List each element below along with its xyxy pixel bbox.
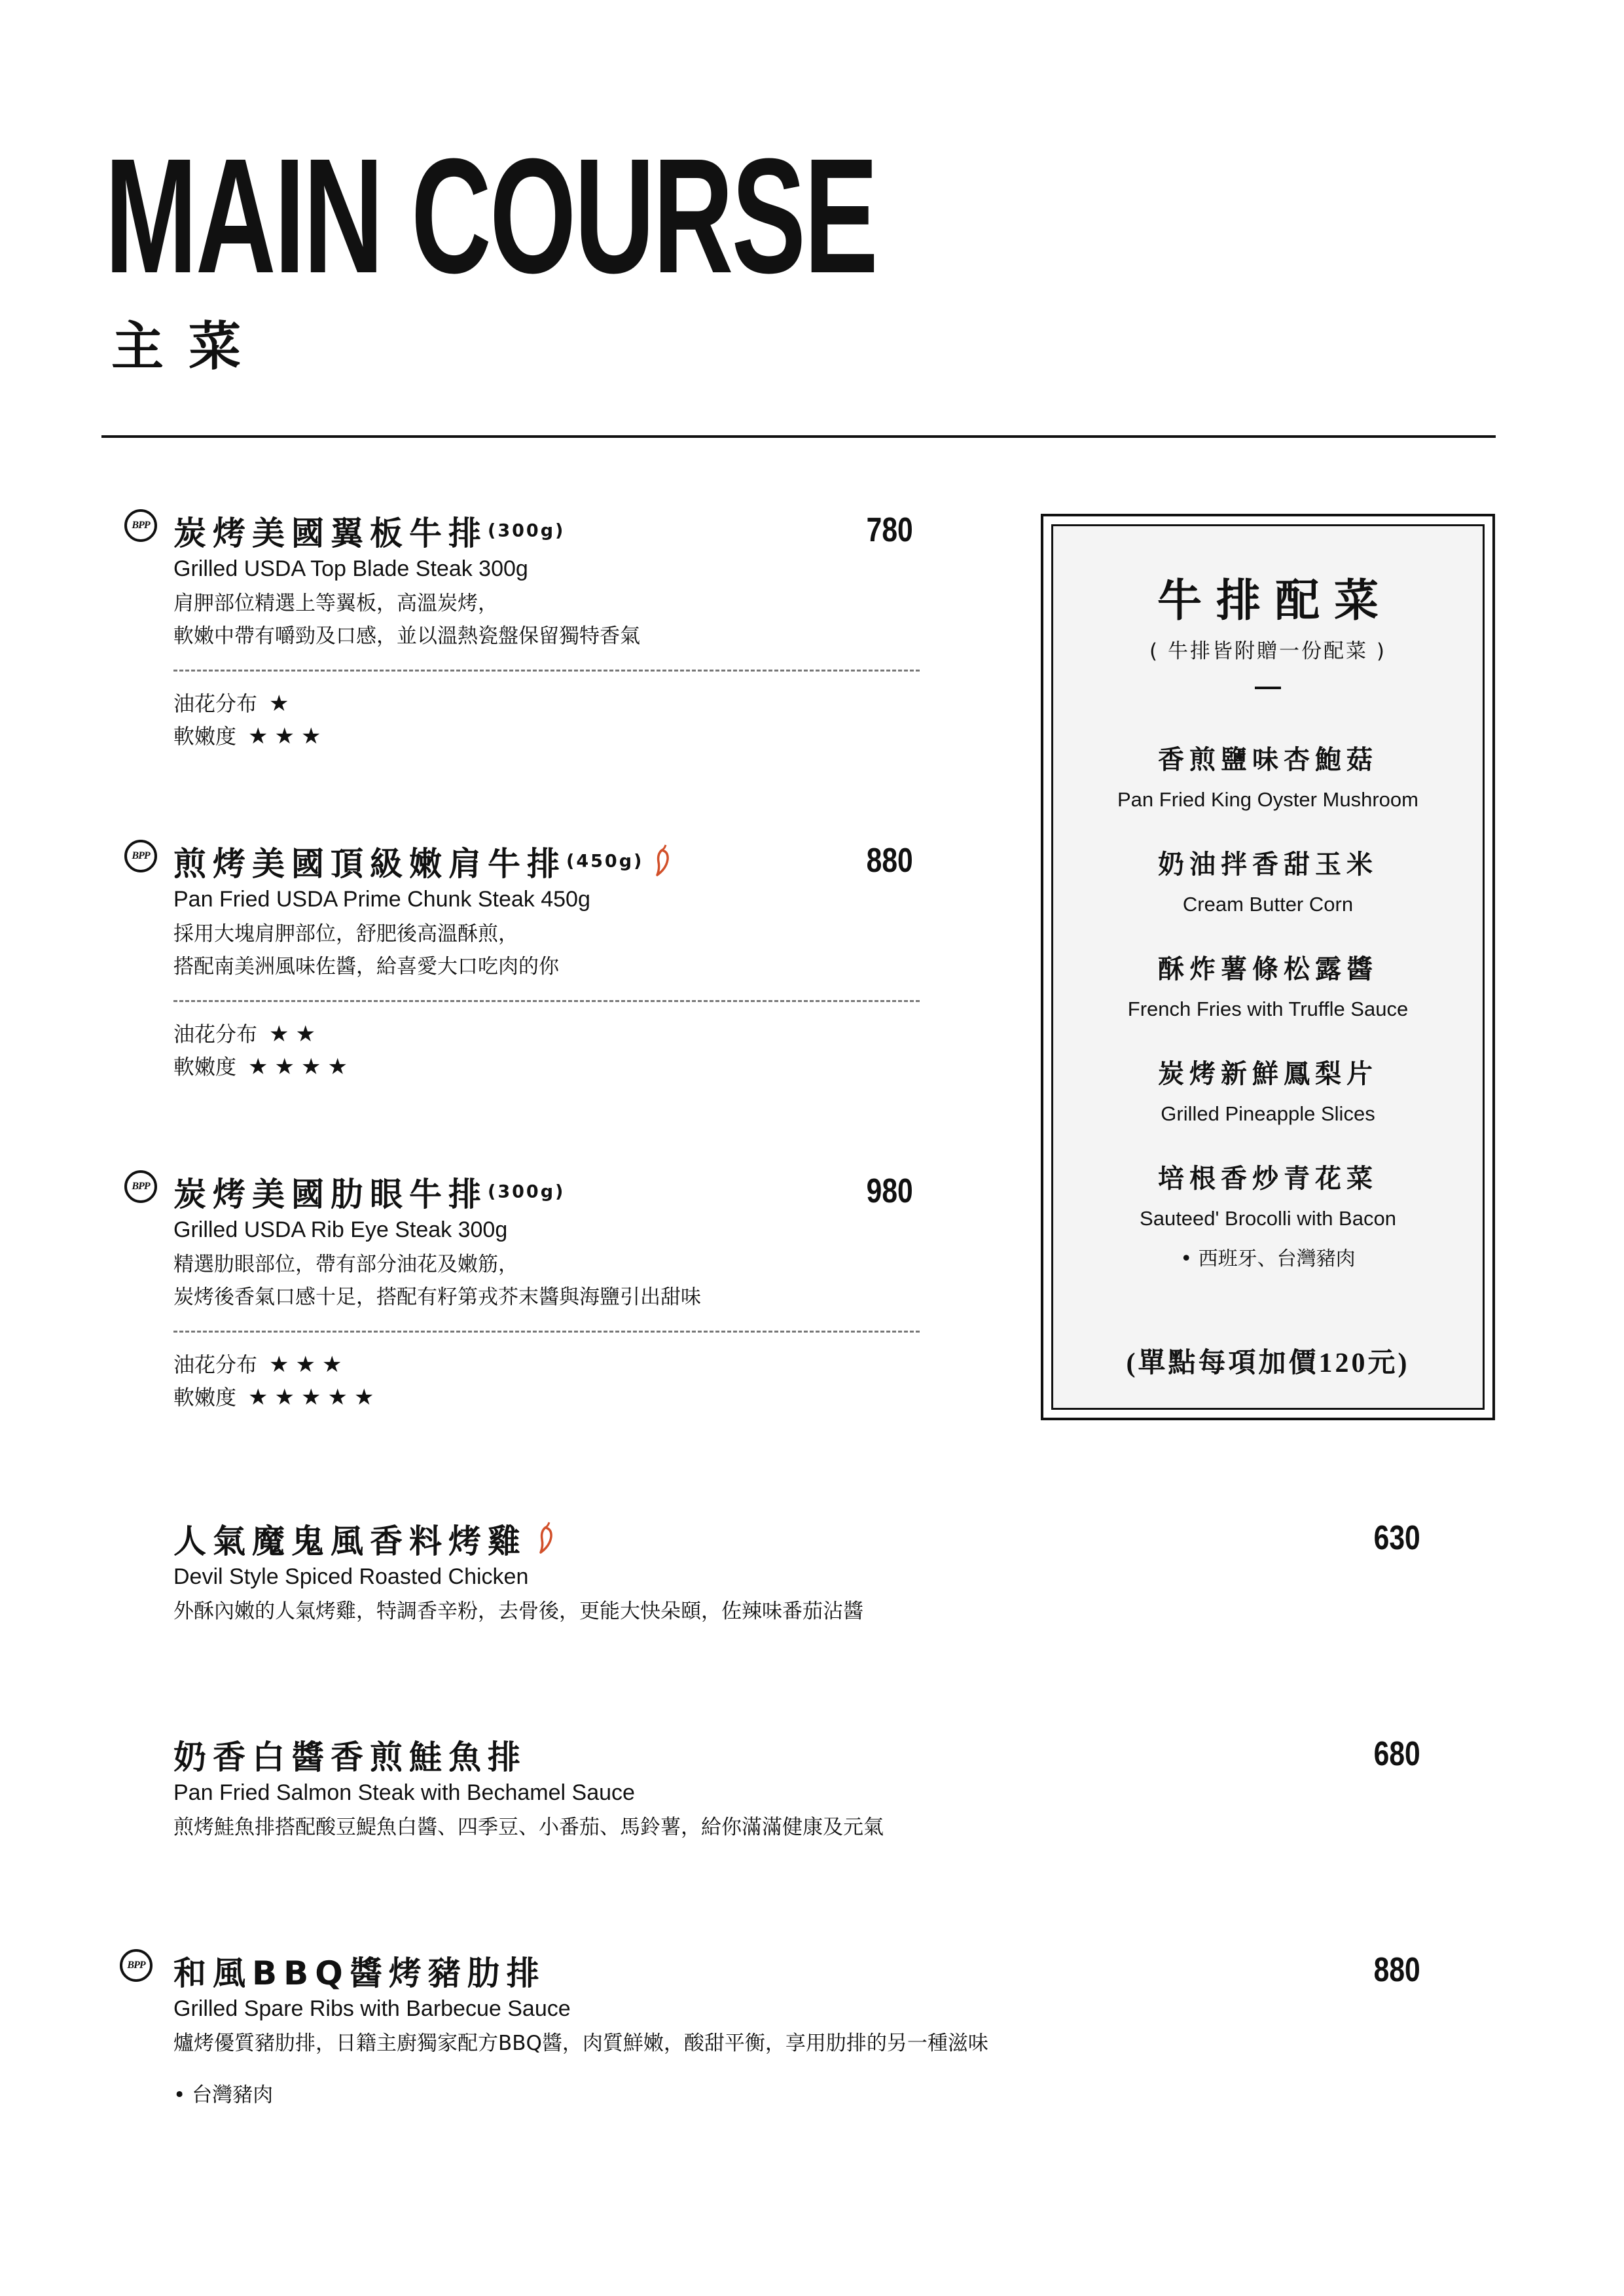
- menu-item-name-row: [173, 838, 674, 890]
- menu-item-size: (300g): [488, 520, 566, 541]
- side-dishes-panel: [1041, 514, 1495, 1420]
- marbling-rating: [173, 1018, 322, 1050]
- marbling-label: 油花分布: [173, 1352, 258, 1377]
- menu-item-name-row: [173, 507, 565, 560]
- side-dish-english-name: Pan Fried King Oyster Mushroom: [1117, 788, 1418, 811]
- page-subtitle: 主菜: [111, 316, 266, 377]
- side-dish-name: 培根香炒青花菜: [1158, 1164, 1378, 1194]
- chili-pepper-icon: [536, 1520, 557, 1558]
- star-icon: ★★★: [248, 723, 328, 749]
- menu-item-price: 680: [1373, 1735, 1420, 1773]
- menu-item-english-name: Grilled Spare Ribs with Barbecue Sauce: [173, 1996, 571, 2021]
- menu-item-name: 人氣魔鬼風香料烤雞: [173, 1522, 527, 1560]
- menu-item-english-name: Grilled USDA Rib Eye Steak 300g: [173, 1217, 508, 1242]
- menu-item-description: 煎烤鮭魚排搭配酸豆鯷魚白醬、四季豆、小番茄、馬鈴薯，給你滿滿健康及元氣: [173, 1816, 884, 1839]
- side-dish-name: 酥炸薯條松露醬: [1158, 954, 1378, 984]
- menu-item-description-line: 搭配南美洲風味佐醬，給喜愛大口吃肉的你: [173, 955, 559, 978]
- menu-item-name-row: [173, 1947, 546, 2000]
- menu-item-description-line: 精選肋眼部位，帶有部分油花及嫩筋，: [173, 1253, 518, 1276]
- star-icon: ★★: [269, 1021, 322, 1047]
- menu-item-name: 煎烤美國頂級嫩肩牛排: [173, 845, 566, 883]
- menu-item-description-line: 採用大塊肩胛部位，舒肥後高溫酥煎，: [173, 922, 518, 946]
- menu-item-english-name: Pan Fried USDA Prime Chunk Steak 450g: [173, 887, 590, 912]
- side-dish-item: [1053, 739, 1483, 812]
- header-divider: [101, 435, 1496, 438]
- side-dish-item: [1053, 1158, 1483, 1271]
- side-dish-english-name: French Fries with Truffle Sauce: [1127, 997, 1409, 1020]
- star-icon: ★★★★★: [248, 1384, 381, 1410]
- menu-item-price: 880: [866, 842, 913, 880]
- menu-item-description: 外酥內嫩的人氣烤雞，特調香辛粉，去骨後，更能大快朵頤，佐辣味番茄沾醬: [173, 1600, 863, 1623]
- menu-item-name-row: [173, 1168, 565, 1221]
- menu-item-size: (300g): [488, 1181, 566, 1202]
- tenderness-rating: [173, 1050, 354, 1083]
- star-icon: ★★★: [269, 1352, 349, 1378]
- dashed-divider: [173, 1331, 920, 1333]
- side-dish-name: 香煎鹽味杏鮑菇: [1158, 745, 1378, 775]
- star-icon: ★★★★: [248, 1054, 354, 1080]
- menu-item-price: 630: [1373, 1519, 1420, 1557]
- menu-item-name: 炭烤美國翼板牛排: [173, 514, 488, 552]
- tenderness-label: 軟嫩度: [173, 1054, 237, 1079]
- menu-item-english-name: Grilled USDA Top Blade Steak 300g: [173, 556, 528, 581]
- tenderness-label: 軟嫩度: [173, 724, 237, 749]
- menu-item-name: 奶香白醬香煎鮭魚排: [173, 1738, 527, 1776]
- star-icon: ★: [269, 691, 296, 717]
- chili-pepper-icon: [653, 842, 674, 880]
- marbling-rating: [173, 687, 296, 720]
- bpp-badge-icon: BPP: [120, 1949, 153, 1982]
- menu-item-description: 爐烤優質豬肋排，日籍主廚獨家配方BBQ醬，肉質鮮嫩，酸甜平衡，享用肋排的另一種滋味: [173, 2032, 988, 2055]
- menu-item-name: 炭烤美國肋眼牛排: [173, 1175, 488, 1213]
- tenderness-label: 軟嫩度: [173, 1385, 237, 1410]
- side-dish-name: 奶油拌香甜玉米: [1158, 850, 1378, 880]
- side-dish-english-name: Sauteed' Brocolli with Bacon: [1140, 1207, 1396, 1230]
- menu-item-english-name: Pan Fried Salmon Steak with Bechamel Sauce: [173, 1780, 635, 1805]
- bpp-badge-icon: BPP: [124, 1170, 157, 1203]
- bpp-badge-icon: BPP: [124, 509, 157, 542]
- side-dishes-note: ( 牛排皆附贈一份配菜 ): [1149, 639, 1386, 663]
- side-dishes-divider: [1255, 687, 1281, 689]
- side-dish-item: [1053, 844, 1483, 916]
- menu-item-description-line: 炭烤後香氣口感十足，搭配有籽第戎芥末醬與海鹽引出甜味: [173, 1285, 701, 1309]
- menu-item-price: 880: [1373, 1951, 1420, 1989]
- side-dishes-inner-frame: [1051, 524, 1485, 1410]
- side-dishes-extra-price: (單點每項加價120元): [1126, 1348, 1410, 1378]
- menu-item-price: 780: [866, 511, 913, 549]
- side-dish-name: 炭烤新鮮鳳梨片: [1158, 1059, 1378, 1089]
- menu-item-size: (450g): [566, 851, 644, 872]
- side-dish-note: • 西班牙、台灣豬肉: [1180, 1247, 1356, 1270]
- menu-item-price: 980: [866, 1172, 913, 1210]
- side-dish-item: [1053, 1053, 1483, 1126]
- tenderness-rating: [173, 720, 327, 753]
- menu-item-name-row: [173, 1515, 557, 1568]
- dashed-divider: [173, 1000, 920, 1002]
- tenderness-rating: [173, 1381, 380, 1414]
- menu-item-description-line: 軟嫩中帶有嚼勁及口感，並以溫熱瓷盤保留獨特香氣: [173, 624, 640, 648]
- marbling-label: 油花分布: [173, 691, 258, 716]
- dashed-divider: [173, 670, 920, 672]
- page-title: MAIN COURSE: [105, 124, 877, 307]
- bpp-badge-icon: BPP: [124, 840, 157, 872]
- marbling-rating: [173, 1348, 348, 1381]
- side-dishes-title: 牛排配菜: [1157, 576, 1393, 626]
- side-dish-item: [1053, 948, 1483, 1021]
- side-dish-english-name: Cream Butter Corn: [1182, 893, 1354, 916]
- menu-item-description-line: 肩胛部位精選上等翼板，高溫炭烤，: [173, 592, 498, 615]
- menu-item-name-row: [173, 1731, 527, 1784]
- menu-item-note: • 台灣豬肉: [173, 2083, 274, 2107]
- menu-item-name: 和風BBQ醬烤豬肋排: [173, 1954, 546, 1992]
- side-dish-english-name: Grilled Pineapple Slices: [1161, 1102, 1375, 1125]
- menu-item-english-name: Devil Style Spiced Roasted Chicken: [173, 1564, 529, 1589]
- marbling-label: 油花分布: [173, 1022, 258, 1047]
